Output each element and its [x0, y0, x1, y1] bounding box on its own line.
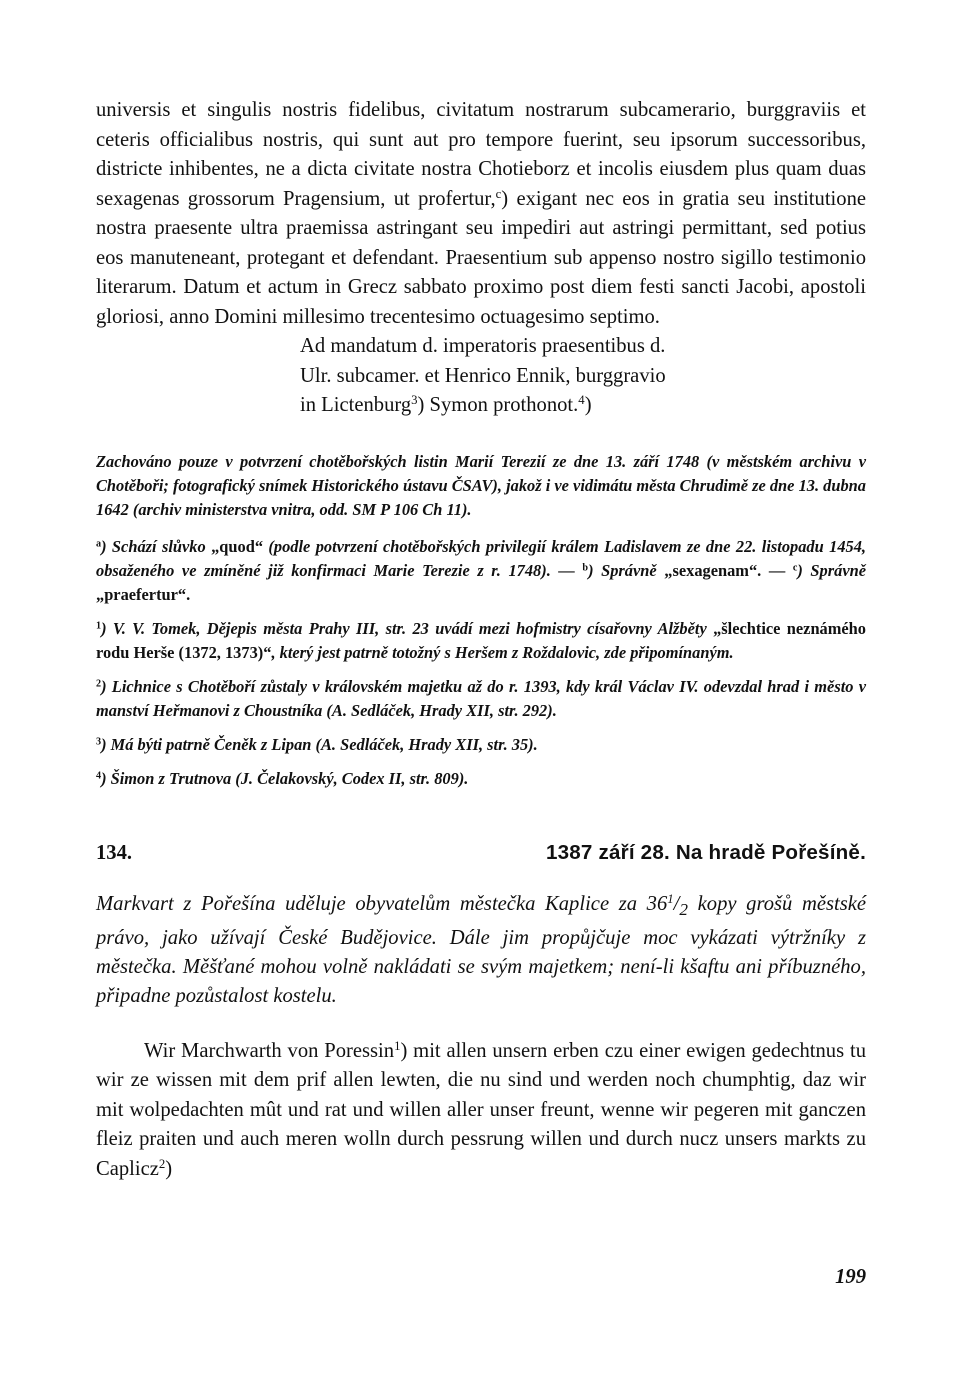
note-mark: 4 [96, 769, 102, 781]
note-mark: 1 [96, 619, 102, 631]
footnote-3 [96, 733, 866, 757]
note-mark: 3 [96, 735, 102, 747]
note-mark: b [582, 561, 589, 573]
source-note: Zachováno pouze v potvrzení chotěbořských listin Marií Terezií ze dne 13. září 1748 (v městském archivu v Chotěboři; fotografický snímek Historického ústavu ČSAV), jakož i ve vidimátu města Chrudimě ze dne 13. dubna 1642 (archiv ministerstva vnitra, odd. SM P 106 Ch 11). [96, 451, 866, 519]
note-mark: a [96, 537, 102, 549]
text-run: kopy grošů městské právo, jako užívají České Budějovice. Dále jim propůjčuje moc vykázati výtržníky z městečka. Měšťané mohou volně nakládati se svým majetkem; není-li kšaftu ani příbuzného, připadne pozůstalost kostelu. [96, 892, 866, 1007]
quoted-word: „praefertur“ [96, 584, 187, 604]
text-run: , který jest patrně totožný s Heršem z Roždalovic, zde připomínaným. [271, 642, 734, 662]
note-ref-2: 2 [158, 1156, 166, 1171]
text-run: Wir Marchwarth von Poressin [144, 1039, 395, 1062]
text-run: ) Symon prothonot. [417, 394, 579, 416]
text-run: ) Správně [797, 560, 866, 580]
document-page [96, 96, 866, 1184]
text-run: ) mit allen unsern erben czu einer ewigen gedechtnus tu wir ze wissen mit dem prif allen lewten, die nu sind und werden noch chumphtig, daz wir mit wolpedachten mût und rat und willen aller unser freunt, wenne wir pegeren mit ganczen fleiz praiten und auch meren wolln durch pessrung willen und durch nucz unsers markts zu Caplicz [96, 1039, 866, 1180]
text-run: universis et singulis nostris fidelibus, civitatum nostrarum subcamerario, burggraviis et ceteris officialibus nostris, qui sunt aut pro tempore fuerint, seu ipsorum successoribus, districte inhibentes, ne a dicta civitate nostra Chotieborz et incolis eiusdem plus quam duas sexagenas grossorum Pragensium, ut profertur, [96, 99, 866, 210]
text-run: Markvart z Pořešína uděluje obyvatelům městečka Kaplice za 36 [96, 892, 668, 915]
note-ref-3: 3 [411, 392, 418, 407]
chancery-note [300, 332, 866, 421]
footnotes [96, 535, 866, 791]
text-run: . [186, 584, 191, 604]
footnote-4 [96, 767, 866, 791]
quoted-word: „quod“ [211, 536, 264, 556]
text-run: ) Správně [588, 560, 665, 580]
text-run: . — [757, 560, 793, 580]
text-run: ) V. V. Tomek, Dějepis města Prahy III, str. 23 uvádí mezi hofmistry císařovny Alžběty [101, 618, 714, 638]
regest [96, 890, 866, 1011]
text-run: ) [165, 1157, 173, 1180]
footnote-2 [96, 675, 866, 723]
document-number: 134. [96, 841, 133, 864]
text-run: in Lictenburg [300, 394, 412, 416]
footnote-1 [96, 617, 866, 665]
note-mark: 2 [96, 677, 102, 689]
document-heading [96, 841, 866, 865]
text-run: ) Schází slůvko [101, 536, 212, 556]
text-run: ) Má býti patrně Čeněk z Lipan (A. Sedláček, Hrady XII, str. 35). [101, 734, 538, 754]
german-charter-text [96, 1037, 866, 1185]
quoted-word: „sexagenam“ [664, 560, 758, 580]
chancery-line: Ad mandatum d. imperatoris praesentibus d. [300, 335, 666, 357]
quoted-phrase: „šlechtice neznámého rodu Herše (1372, 1373)“ [96, 618, 866, 662]
chancery-line: Ulr. subcamer. et Henrico Ennik, burggravio [300, 364, 666, 387]
text-run: ) Lichnice s Chotěboří zůstaly v královském majetku až do r. 1393, kdy král Václav IV. odevzdal hrad i město v manství Heřmanovi z Choustníka (A. Sedláček, Hrady XII, str. 292). [96, 676, 866, 720]
text-run: ) [584, 394, 592, 416]
text-run: ) Šimon z Trutnova (J. Čelakovský, Codex II, str. 809). [101, 768, 469, 788]
note-ref-1: 1 [394, 1038, 401, 1053]
footnote-abc [96, 535, 866, 607]
fraction-denominator: 2 [679, 899, 688, 919]
note-ref-c: c [495, 186, 502, 201]
note-ref-4: 4 [578, 392, 585, 407]
text-run: (podle potvrzení chotěbořských privilegií králem Ladislavem ze dne 22. listopadu 1454, obsaženého ve zmíněné již konfirmaci Marie Terezie z r. 1748). — [96, 536, 867, 580]
fraction-slash: / [673, 892, 680, 915]
chancery-line [300, 391, 866, 421]
note-mark: c [792, 561, 798, 573]
document-date-place: 1387 září 28. Na hradě Pořešíně. [545, 840, 866, 864]
charter-paragraph [96, 96, 866, 332]
text-run: ) exigant nec eos in gratia seu institutione nostra praesente ultra praemissa astringant seu impediri aut astringi permittant, sed potius eos manuteneant, protegant et defendant. Praesentium sub appenso nostro sigillo testimonio literarum. Datum et actum in Grecz sabbato proximo post diem festi sancti Jacobi, apostoli gloriosi, anno Domini millesimo trecentesimo octuagesimo septimo. [96, 187, 867, 328]
page-number: 199 [835, 1266, 866, 1288]
fraction-numerator: 1 [667, 891, 674, 906]
latin-charter-text [96, 96, 866, 332]
